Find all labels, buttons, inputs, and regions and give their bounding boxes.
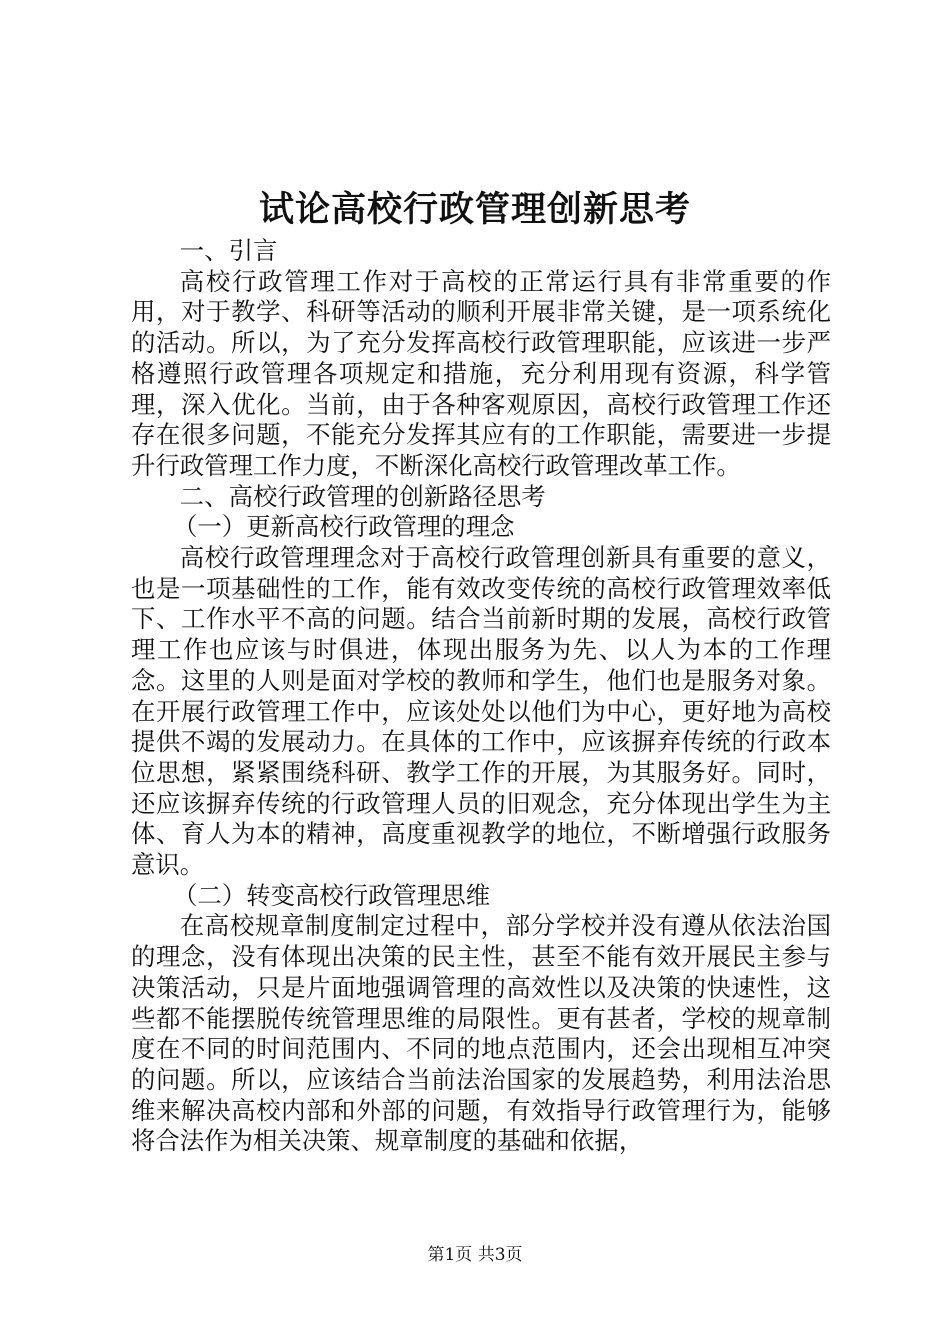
body-paragraph: 高校行政管理理念对于高校行政管理创新具有重要的意义，也是一项基础性的工作，能有效改变传统的高校行政管理效率低下、工作水平不高的问题。结合当前新时期的发展，高校行政管理工作也应该与时俱进，体现出服务为先、以人为本的工作理念。这里的人则是面对学校的教师和学生，他们也是服务对象。在开展行政管理工作中，应该处处以他们为中心，更好地为高校提供不竭的发展动力。在具体的工作中，应该摒弃传统的行政本位思想，紧紧围绕科研、教学工作的开展，为其服务好。同时，还应该摒弃传统的行政管理人员的旧观念，充分体现出学生为主体、育人为本的精神，高度重视教学的地位，不断增强行政服务意识。 [131,543,831,880]
page-footer: 第1页 共3页 [427,1245,523,1265]
body-paragraph: 在高校规章制度制定过程中，部分学校并没有遵从依法治国的理念，没有体现出决策的民主性，甚至不能有效开展民主参与决策活动，只是片面地强调管理的高效性以及决策的快速性，这些都不能摆脱传统管理思维的局限性。更有甚者，学校的规章制度在不同的时间范围内、不同的地点范围内，还会出现相互冲突的问题。所以，应该结合当前法治国家的发展趋势，利用法治思维来解决高校内部和外部的问题，有效指导行政管理行为，能够将合法作为相关决策、规章制度的基础和依据， [131,911,831,1156]
document-title: 试论高校行政管理创新思考 [258,189,691,230]
section-heading: 一、引言 [179,236,278,265]
document-body [131,236,831,1157]
subsection-heading: （二）转变高校行政管理思维 [173,880,491,910]
section-heading: 二、高校行政管理的创新路径思考 [179,481,546,511]
subsection-heading: （一）更新高校行政管理的理念 [173,512,515,542]
body-paragraph: 高校行政管理工作对于高校的正常运行具有非常重要的作用，对于教学、科研等活动的顺利开展非常关键，是一项系统化的活动。所以，为了充分发挥高校行政管理职能，应该进一步严格遵照行政管理各项规定和措施，充分利用现有资源，科学管理，深入优化。当前，由于各种客观原因，高校行政管理工作还存在很多问题，不能充分发挥其应有的工作职能，需要进一步提升行政管理工作力度，不断深化高校行政管理改革工作。 [131,266,831,480]
